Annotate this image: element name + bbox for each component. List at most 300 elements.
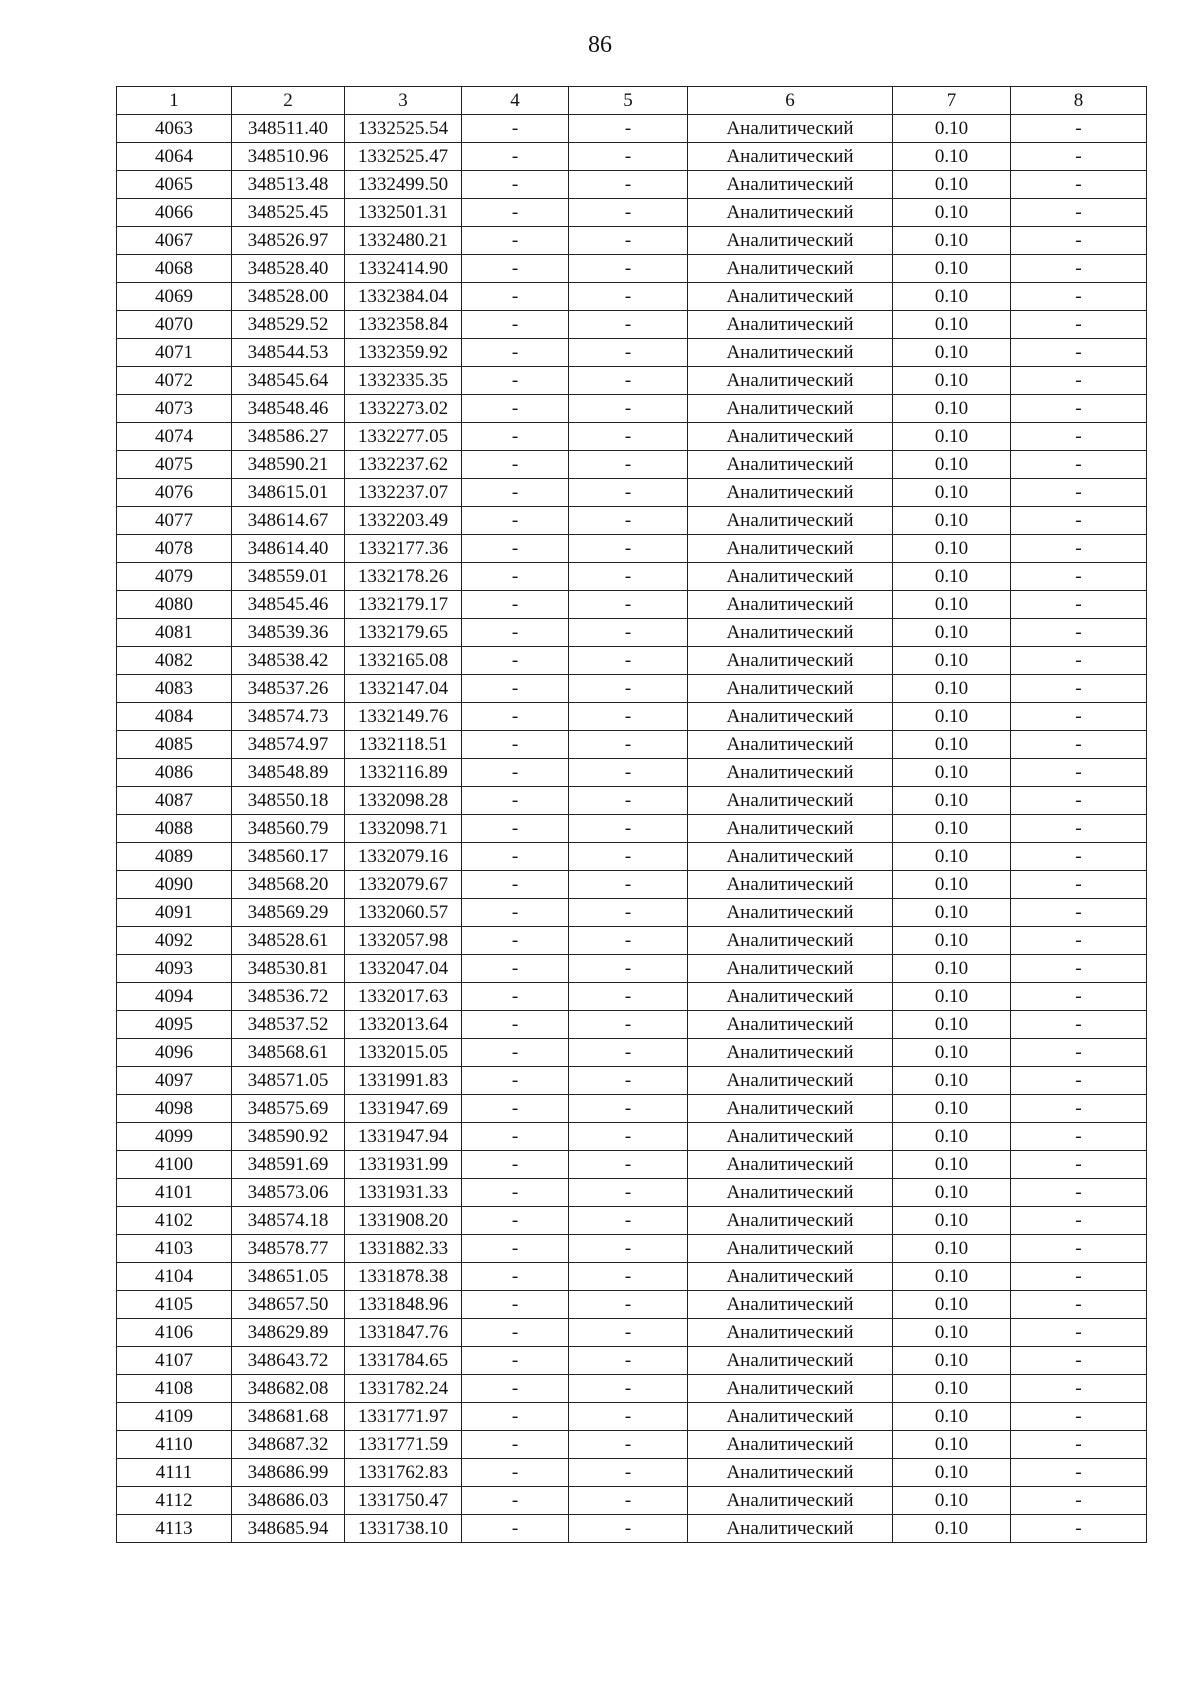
- coord-x-cell: 348528.00: [232, 283, 345, 311]
- method-cell: Аналитический: [688, 255, 893, 283]
- accuracy-cell: 0.10: [893, 1235, 1011, 1263]
- coord-y-cell: 1332178.26: [345, 563, 462, 591]
- coord-y-cell: 1331947.94: [345, 1123, 462, 1151]
- col4-cell: -: [462, 1207, 569, 1235]
- point-number-cell: 4076: [117, 479, 232, 507]
- col4-cell: -: [462, 955, 569, 983]
- col4-cell: -: [462, 479, 569, 507]
- point-number-cell: 4066: [117, 199, 232, 227]
- col8-cell: -: [1011, 227, 1147, 255]
- col5-cell: -: [569, 1431, 688, 1459]
- coord-y-cell: 1331738.10: [345, 1515, 462, 1543]
- col4-cell: -: [462, 507, 569, 535]
- col8-cell: -: [1011, 535, 1147, 563]
- col5-cell: -: [569, 815, 688, 843]
- coord-x-cell: 348568.20: [232, 871, 345, 899]
- col5-cell: -: [569, 647, 688, 675]
- point-number-cell: 4105: [117, 1291, 232, 1319]
- accuracy-cell: 0.10: [893, 591, 1011, 619]
- accuracy-cell: 0.10: [893, 815, 1011, 843]
- method-cell: Аналитический: [688, 787, 893, 815]
- table-row: [117, 1347, 1147, 1375]
- method-cell: Аналитический: [688, 1459, 893, 1487]
- table-row: [117, 227, 1147, 255]
- col8-cell: -: [1011, 1151, 1147, 1179]
- table-row: [117, 787, 1147, 815]
- point-number-cell: 4065: [117, 171, 232, 199]
- point-number-cell: 4113: [117, 1515, 232, 1543]
- accuracy-cell: 0.10: [893, 339, 1011, 367]
- accuracy-cell: 0.10: [893, 479, 1011, 507]
- table-row: [117, 1067, 1147, 1095]
- accuracy-cell: 0.10: [893, 1151, 1011, 1179]
- point-number-cell: 4071: [117, 339, 232, 367]
- coord-y-cell: 1331782.24: [345, 1375, 462, 1403]
- accuracy-cell: 0.10: [893, 255, 1011, 283]
- coord-y-cell: 1332098.28: [345, 787, 462, 815]
- accuracy-cell: 0.10: [893, 1347, 1011, 1375]
- col5-cell: -: [569, 871, 688, 899]
- column-header-2: 2: [232, 87, 345, 115]
- col8-cell: -: [1011, 367, 1147, 395]
- col5-cell: -: [569, 255, 688, 283]
- col8-cell: -: [1011, 1431, 1147, 1459]
- point-number-cell: 4068: [117, 255, 232, 283]
- accuracy-cell: 0.10: [893, 1263, 1011, 1291]
- coord-y-cell: 1331882.33: [345, 1235, 462, 1263]
- accuracy-cell: 0.10: [893, 1459, 1011, 1487]
- col8-cell: -: [1011, 1179, 1147, 1207]
- coord-x-cell: 348591.69: [232, 1151, 345, 1179]
- method-cell: Аналитический: [688, 1067, 893, 1095]
- table-row: [117, 815, 1147, 843]
- method-cell: Аналитический: [688, 1123, 893, 1151]
- method-cell: Аналитический: [688, 311, 893, 339]
- method-cell: Аналитический: [688, 1179, 893, 1207]
- col4-cell: -: [462, 451, 569, 479]
- table-row: [117, 1179, 1147, 1207]
- table-row: [117, 983, 1147, 1011]
- col5-cell: -: [569, 1179, 688, 1207]
- accuracy-cell: 0.10: [893, 871, 1011, 899]
- point-number-cell: 4064: [117, 143, 232, 171]
- col5-cell: -: [569, 479, 688, 507]
- col8-cell: -: [1011, 731, 1147, 759]
- accuracy-cell: 0.10: [893, 983, 1011, 1011]
- coord-x-cell: 348537.26: [232, 675, 345, 703]
- col5-cell: -: [569, 311, 688, 339]
- coord-y-cell: 1332013.64: [345, 1011, 462, 1039]
- coord-y-cell: 1332017.63: [345, 983, 462, 1011]
- coord-y-cell: 1332057.98: [345, 927, 462, 955]
- accuracy-cell: 0.10: [893, 927, 1011, 955]
- point-number-cell: 4081: [117, 619, 232, 647]
- coord-x-cell: 348574.97: [232, 731, 345, 759]
- method-cell: Аналитический: [688, 843, 893, 871]
- col5-cell: -: [569, 1515, 688, 1543]
- col4-cell: -: [462, 815, 569, 843]
- coord-y-cell: 1331947.69: [345, 1095, 462, 1123]
- method-cell: Аналитический: [688, 703, 893, 731]
- method-cell: Аналитический: [688, 1347, 893, 1375]
- coord-y-cell: 1332015.05: [345, 1039, 462, 1067]
- point-number-cell: 4109: [117, 1403, 232, 1431]
- accuracy-cell: 0.10: [893, 647, 1011, 675]
- accuracy-cell: 0.10: [893, 619, 1011, 647]
- coord-y-cell: 1332116.89: [345, 759, 462, 787]
- col8-cell: -: [1011, 1319, 1147, 1347]
- coord-y-cell: 1332118.51: [345, 731, 462, 759]
- col5-cell: -: [569, 563, 688, 591]
- col8-cell: -: [1011, 563, 1147, 591]
- accuracy-cell: 0.10: [893, 227, 1011, 255]
- col4-cell: -: [462, 647, 569, 675]
- method-cell: Аналитический: [688, 927, 893, 955]
- col4-cell: -: [462, 395, 569, 423]
- coord-x-cell: 348629.89: [232, 1319, 345, 1347]
- method-cell: Аналитический: [688, 339, 893, 367]
- table-body: [117, 115, 1147, 1543]
- col4-cell: -: [462, 1515, 569, 1543]
- coord-x-cell: 348573.06: [232, 1179, 345, 1207]
- col4-cell: -: [462, 339, 569, 367]
- col5-cell: -: [569, 899, 688, 927]
- point-number-cell: 4101: [117, 1179, 232, 1207]
- coord-x-cell: 348687.32: [232, 1431, 345, 1459]
- col4-cell: -: [462, 311, 569, 339]
- accuracy-cell: 0.10: [893, 1179, 1011, 1207]
- col5-cell: -: [569, 1459, 688, 1487]
- coord-y-cell: 1332525.47: [345, 143, 462, 171]
- coord-x-cell: 348513.48: [232, 171, 345, 199]
- coord-x-cell: 348682.08: [232, 1375, 345, 1403]
- table-row: [117, 675, 1147, 703]
- point-number-cell: 4102: [117, 1207, 232, 1235]
- col4-cell: -: [462, 1459, 569, 1487]
- coord-x-cell: 348686.03: [232, 1487, 345, 1515]
- col5-cell: -: [569, 1207, 688, 1235]
- column-header-3: 3: [345, 87, 462, 115]
- point-number-cell: 4072: [117, 367, 232, 395]
- table-row: [117, 1375, 1147, 1403]
- coord-x-cell: 348590.92: [232, 1123, 345, 1151]
- coord-y-cell: 1331931.33: [345, 1179, 462, 1207]
- accuracy-cell: 0.10: [893, 507, 1011, 535]
- table-row: [117, 1235, 1147, 1263]
- accuracy-cell: 0.10: [893, 1291, 1011, 1319]
- coord-y-cell: 1332098.71: [345, 815, 462, 843]
- point-number-cell: 4089: [117, 843, 232, 871]
- table-row: [117, 731, 1147, 759]
- coord-x-cell: 348568.61: [232, 1039, 345, 1067]
- point-number-cell: 4084: [117, 703, 232, 731]
- method-cell: Аналитический: [688, 507, 893, 535]
- col4-cell: -: [462, 1291, 569, 1319]
- table-row: [117, 535, 1147, 563]
- method-cell: Аналитический: [688, 591, 893, 619]
- point-number-cell: 4112: [117, 1487, 232, 1515]
- table-row: [117, 591, 1147, 619]
- col5-cell: -: [569, 115, 688, 143]
- coord-x-cell: 348651.05: [232, 1263, 345, 1291]
- accuracy-cell: 0.10: [893, 787, 1011, 815]
- table-row: [117, 1515, 1147, 1543]
- col5-cell: -: [569, 983, 688, 1011]
- point-number-cell: 4086: [117, 759, 232, 787]
- coord-y-cell: 1331762.83: [345, 1459, 462, 1487]
- accuracy-cell: 0.10: [893, 703, 1011, 731]
- col4-cell: -: [462, 171, 569, 199]
- col5-cell: -: [569, 423, 688, 451]
- accuracy-cell: 0.10: [893, 171, 1011, 199]
- method-cell: Аналитический: [688, 1403, 893, 1431]
- method-cell: Аналитический: [688, 899, 893, 927]
- col4-cell: -: [462, 1375, 569, 1403]
- col5-cell: -: [569, 1487, 688, 1515]
- accuracy-cell: 0.10: [893, 1123, 1011, 1151]
- coord-y-cell: 1332414.90: [345, 255, 462, 283]
- coord-x-cell: 348538.42: [232, 647, 345, 675]
- coord-y-cell: 1332237.07: [345, 479, 462, 507]
- table-row: [117, 955, 1147, 983]
- accuracy-cell: 0.10: [893, 283, 1011, 311]
- point-number-cell: 4085: [117, 731, 232, 759]
- accuracy-cell: 0.10: [893, 759, 1011, 787]
- col8-cell: -: [1011, 1403, 1147, 1431]
- point-number-cell: 4107: [117, 1347, 232, 1375]
- col8-cell: -: [1011, 1011, 1147, 1039]
- col4-cell: -: [462, 255, 569, 283]
- col8-cell: -: [1011, 983, 1147, 1011]
- accuracy-cell: 0.10: [893, 675, 1011, 703]
- col4-cell: -: [462, 1487, 569, 1515]
- col8-cell: -: [1011, 395, 1147, 423]
- col8-cell: -: [1011, 899, 1147, 927]
- col4-cell: -: [462, 927, 569, 955]
- point-number-cell: 4074: [117, 423, 232, 451]
- col4-cell: -: [462, 843, 569, 871]
- coord-x-cell: 348528.61: [232, 927, 345, 955]
- table-row: [117, 1291, 1147, 1319]
- point-number-cell: 4088: [117, 815, 232, 843]
- coord-y-cell: 1332273.02: [345, 395, 462, 423]
- table-row: [117, 647, 1147, 675]
- point-number-cell: 4082: [117, 647, 232, 675]
- method-cell: Аналитический: [688, 479, 893, 507]
- accuracy-cell: 0.10: [893, 1067, 1011, 1095]
- table-row: [117, 1319, 1147, 1347]
- coord-x-cell: 348685.94: [232, 1515, 345, 1543]
- method-cell: Аналитический: [688, 563, 893, 591]
- col4-cell: -: [462, 227, 569, 255]
- table-row: [117, 115, 1147, 143]
- table-row: [117, 507, 1147, 535]
- table-row: [117, 871, 1147, 899]
- coord-y-cell: 1332335.35: [345, 367, 462, 395]
- accuracy-cell: 0.10: [893, 1095, 1011, 1123]
- col5-cell: -: [569, 451, 688, 479]
- method-cell: Аналитический: [688, 1375, 893, 1403]
- col5-cell: -: [569, 759, 688, 787]
- point-number-cell: 4078: [117, 535, 232, 563]
- table-row: [117, 367, 1147, 395]
- col5-cell: -: [569, 927, 688, 955]
- table-row: [117, 619, 1147, 647]
- col4-cell: -: [462, 1123, 569, 1151]
- coord-x-cell: 348560.17: [232, 843, 345, 871]
- coord-x-cell: 348525.45: [232, 199, 345, 227]
- col4-cell: -: [462, 199, 569, 227]
- col8-cell: -: [1011, 1487, 1147, 1515]
- table-row: [117, 199, 1147, 227]
- point-number-cell: 4083: [117, 675, 232, 703]
- coord-y-cell: 1332525.54: [345, 115, 462, 143]
- table-row: [117, 283, 1147, 311]
- method-cell: Аналитический: [688, 647, 893, 675]
- coord-x-cell: 348548.89: [232, 759, 345, 787]
- col4-cell: -: [462, 1319, 569, 1347]
- accuracy-cell: 0.10: [893, 311, 1011, 339]
- coord-x-cell: 348571.05: [232, 1067, 345, 1095]
- point-number-cell: 4093: [117, 955, 232, 983]
- coord-x-cell: 348586.27: [232, 423, 345, 451]
- method-cell: Аналитический: [688, 983, 893, 1011]
- coord-y-cell: 1332237.62: [345, 451, 462, 479]
- col4-cell: -: [462, 283, 569, 311]
- table-row: [117, 1459, 1147, 1487]
- col5-cell: -: [569, 955, 688, 983]
- col5-cell: -: [569, 1403, 688, 1431]
- point-number-cell: 4104: [117, 1263, 232, 1291]
- coord-x-cell: 348530.81: [232, 955, 345, 983]
- table-row: [117, 255, 1147, 283]
- col4-cell: -: [462, 731, 569, 759]
- coord-y-cell: 1332147.04: [345, 675, 462, 703]
- method-cell: Аналитический: [688, 731, 893, 759]
- column-header-8: 8: [1011, 87, 1147, 115]
- coord-y-cell: 1332179.17: [345, 591, 462, 619]
- col8-cell: -: [1011, 703, 1147, 731]
- coord-y-cell: 1332499.50: [345, 171, 462, 199]
- col8-cell: -: [1011, 339, 1147, 367]
- coord-y-cell: 1332060.57: [345, 899, 462, 927]
- col8-cell: -: [1011, 311, 1147, 339]
- table-row: [117, 171, 1147, 199]
- coord-x-cell: 348545.64: [232, 367, 345, 395]
- method-cell: Аналитический: [688, 1431, 893, 1459]
- accuracy-cell: 0.10: [893, 535, 1011, 563]
- table-row: [117, 1039, 1147, 1067]
- column-header-5: 5: [569, 87, 688, 115]
- col4-cell: -: [462, 591, 569, 619]
- col5-cell: -: [569, 283, 688, 311]
- col4-cell: -: [462, 1263, 569, 1291]
- col4-cell: -: [462, 367, 569, 395]
- coord-x-cell: 348511.40: [232, 115, 345, 143]
- method-cell: Аналитический: [688, 1487, 893, 1515]
- method-cell: Аналитический: [688, 815, 893, 843]
- method-cell: Аналитический: [688, 143, 893, 171]
- column-header-7: 7: [893, 87, 1011, 115]
- table-row: [117, 759, 1147, 787]
- col5-cell: -: [569, 339, 688, 367]
- accuracy-cell: 0.10: [893, 1207, 1011, 1235]
- table-row: [117, 927, 1147, 955]
- method-cell: Аналитический: [688, 619, 893, 647]
- coord-x-cell: 348574.18: [232, 1207, 345, 1235]
- coord-y-cell: 1331848.96: [345, 1291, 462, 1319]
- accuracy-cell: 0.10: [893, 843, 1011, 871]
- point-number-cell: 4096: [117, 1039, 232, 1067]
- col4-cell: -: [462, 675, 569, 703]
- method-cell: Аналитический: [688, 1235, 893, 1263]
- col8-cell: -: [1011, 1095, 1147, 1123]
- col5-cell: -: [569, 199, 688, 227]
- coord-x-cell: 348575.69: [232, 1095, 345, 1123]
- method-cell: Аналитический: [688, 871, 893, 899]
- col5-cell: -: [569, 227, 688, 255]
- point-number-cell: 4090: [117, 871, 232, 899]
- col8-cell: -: [1011, 647, 1147, 675]
- coord-x-cell: 348537.52: [232, 1011, 345, 1039]
- point-number-cell: 4069: [117, 283, 232, 311]
- coord-x-cell: 348536.72: [232, 983, 345, 1011]
- coord-x-cell: 348578.77: [232, 1235, 345, 1263]
- method-cell: Аналитический: [688, 535, 893, 563]
- col4-cell: -: [462, 535, 569, 563]
- col4-cell: -: [462, 703, 569, 731]
- table-row: [117, 1403, 1147, 1431]
- col8-cell: -: [1011, 451, 1147, 479]
- point-number-cell: 4094: [117, 983, 232, 1011]
- col8-cell: -: [1011, 199, 1147, 227]
- coord-y-cell: 1331771.97: [345, 1403, 462, 1431]
- table-row: [117, 1123, 1147, 1151]
- table-row: [117, 395, 1147, 423]
- col5-cell: -: [569, 1039, 688, 1067]
- col5-cell: -: [569, 1095, 688, 1123]
- col8-cell: -: [1011, 787, 1147, 815]
- coord-y-cell: 1332384.04: [345, 283, 462, 311]
- col8-cell: -: [1011, 591, 1147, 619]
- coord-y-cell: 1332358.84: [345, 311, 462, 339]
- col8-cell: -: [1011, 1459, 1147, 1487]
- coord-x-cell: 348544.53: [232, 339, 345, 367]
- col5-cell: -: [569, 143, 688, 171]
- point-number-cell: 4108: [117, 1375, 232, 1403]
- table-row: [117, 563, 1147, 591]
- point-number-cell: 4103: [117, 1235, 232, 1263]
- accuracy-cell: 0.10: [893, 563, 1011, 591]
- coord-x-cell: 348569.29: [232, 899, 345, 927]
- point-number-cell: 4073: [117, 395, 232, 423]
- col8-cell: -: [1011, 143, 1147, 171]
- accuracy-cell: 0.10: [893, 1039, 1011, 1067]
- method-cell: Аналитический: [688, 227, 893, 255]
- col4-cell: -: [462, 1431, 569, 1459]
- coord-x-cell: 348686.99: [232, 1459, 345, 1487]
- page-number: 86: [588, 32, 612, 58]
- table-row: [117, 143, 1147, 171]
- table-row: [117, 1431, 1147, 1459]
- table-row: [117, 1487, 1147, 1515]
- accuracy-cell: 0.10: [893, 1515, 1011, 1543]
- point-number-cell: 4075: [117, 451, 232, 479]
- col4-cell: -: [462, 787, 569, 815]
- col8-cell: -: [1011, 507, 1147, 535]
- coord-x-cell: 348614.40: [232, 535, 345, 563]
- method-cell: Аналитический: [688, 1515, 893, 1543]
